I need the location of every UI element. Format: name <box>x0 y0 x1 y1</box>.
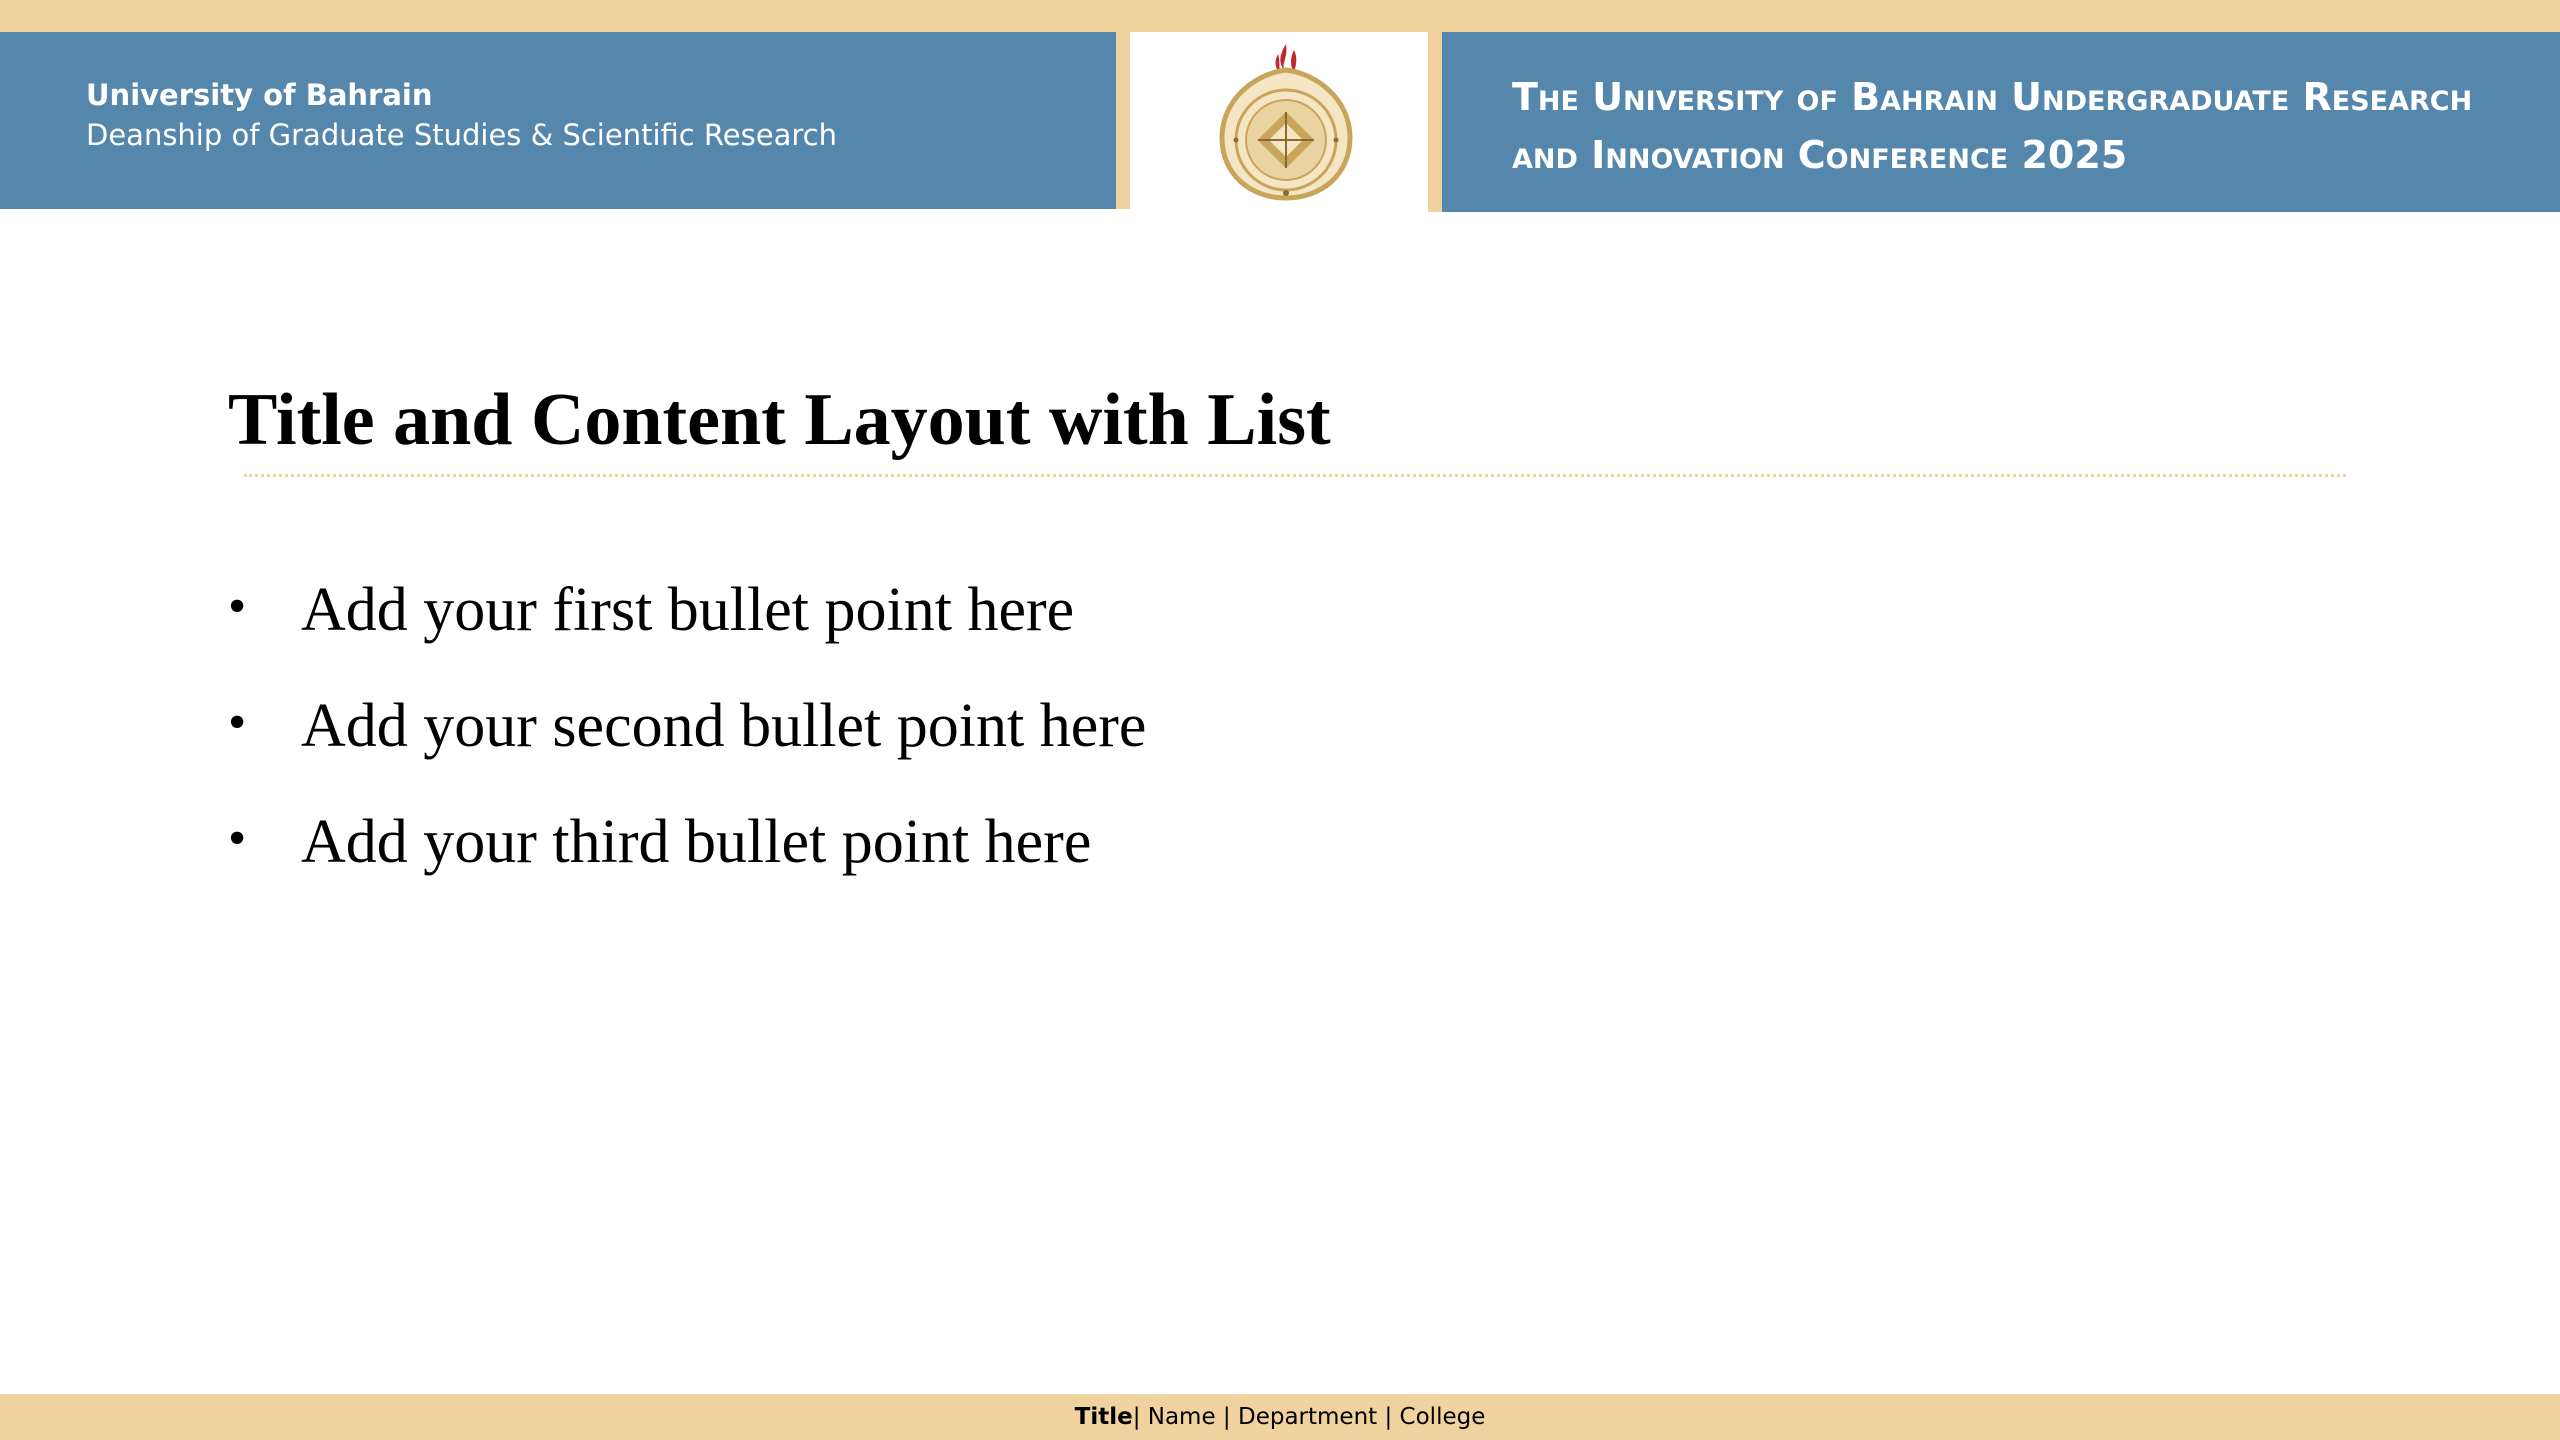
conference-title <box>1512 68 2552 184</box>
university-seal-icon <box>1208 40 1364 204</box>
title-divider <box>244 474 2346 477</box>
university-name: University of Bahrain <box>86 78 433 112</box>
bullet-text: Add your second bullet point here <box>301 692 1147 760</box>
footer-bar <box>0 1394 2560 1440</box>
bullet-icon: • <box>228 810 247 867</box>
top-accent-strip <box>0 0 2560 32</box>
header-left-panel <box>0 32 1130 209</box>
header-right-panel <box>1428 32 2560 212</box>
conference-title-line-2: and Innovation Conference 2025 <box>1512 133 2128 177</box>
footer-department: Department <box>1237 1404 1378 1430</box>
deanship-name: Deanship of Graduate Studies & Scientific Research <box>86 118 837 152</box>
footer-separator: | <box>1222 1404 1231 1430</box>
bullet-icon: • <box>228 694 247 751</box>
footer-title: Title <box>1074 1404 1133 1430</box>
bullet-text: Add your third bullet point here <box>301 808 1092 876</box>
conference-title-line-1: The University of Bahrain Undergraduate Research <box>1512 75 2473 119</box>
slide-title: Title and Content Layout with List <box>228 379 1331 461</box>
footer-separator: | <box>1384 1404 1393 1430</box>
bullet-icon: • <box>228 578 247 635</box>
footer-name: Name <box>1147 1404 1216 1430</box>
logo-panel <box>1145 32 1428 209</box>
bullet-text: Add your first bullet point here <box>301 576 1075 644</box>
footer-college: College <box>1399 1404 1486 1430</box>
footer-separator: | <box>1132 1404 1141 1430</box>
